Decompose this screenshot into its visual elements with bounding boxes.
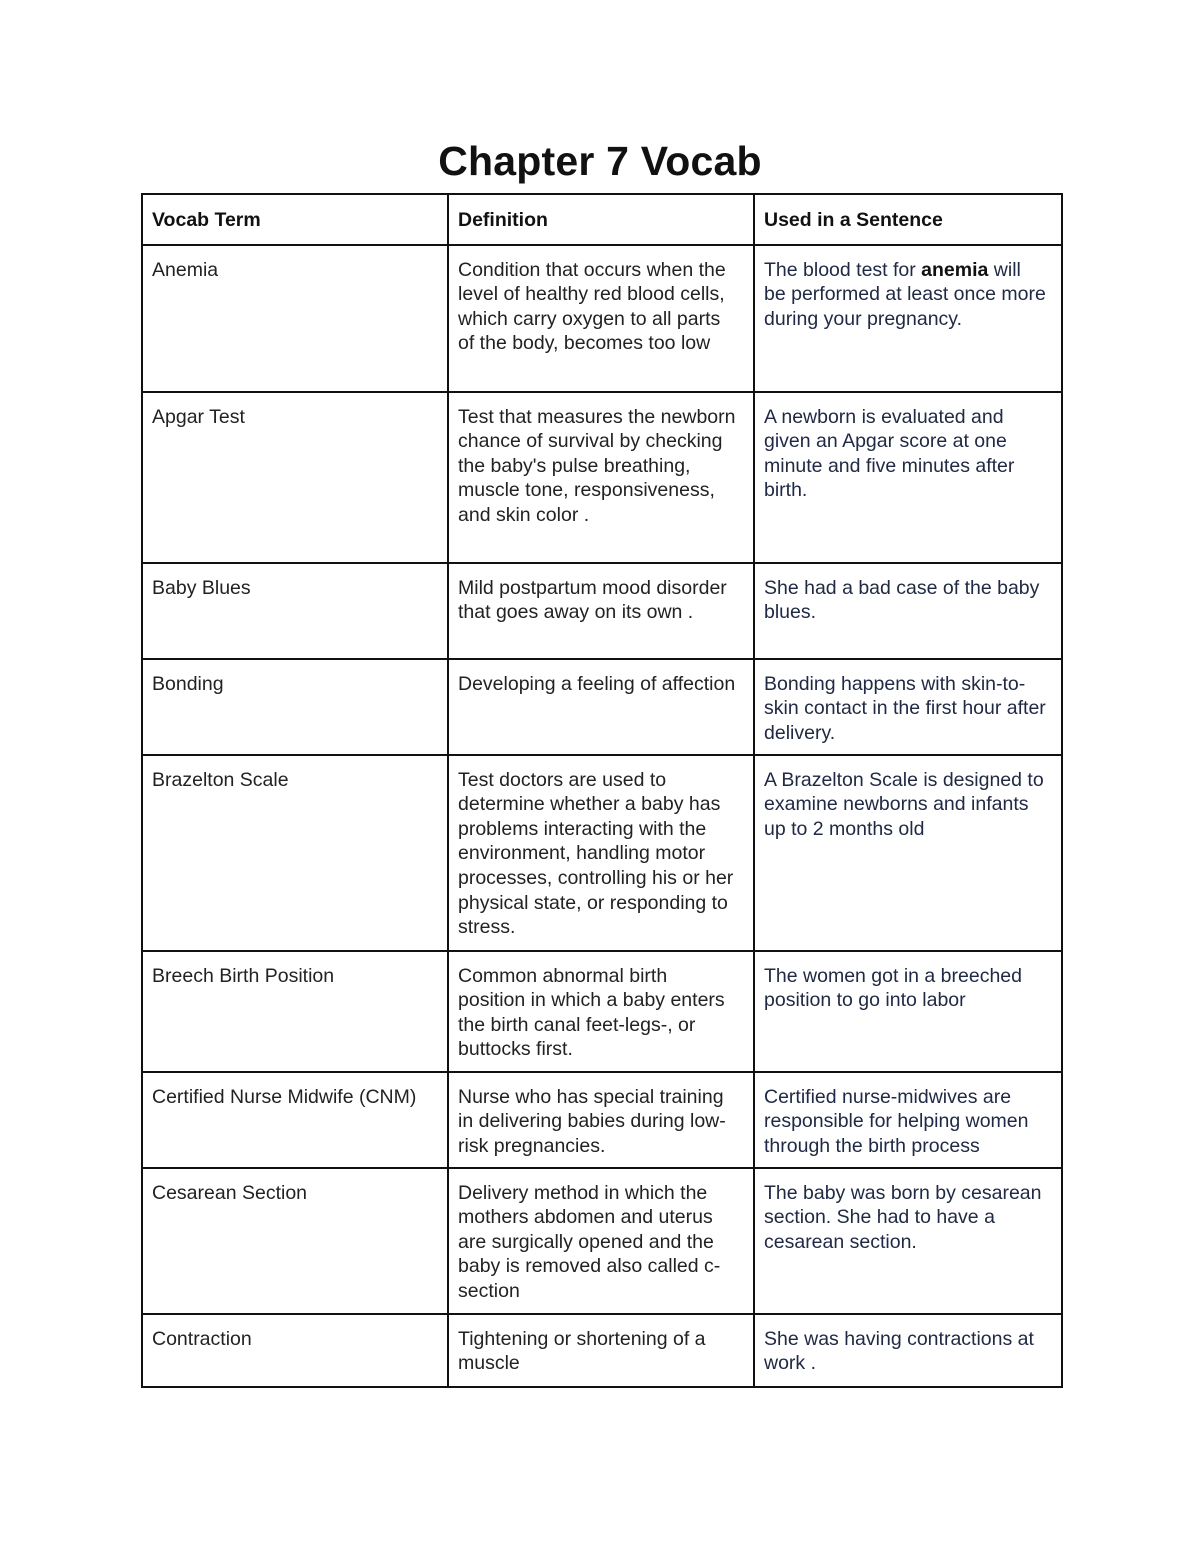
term-cell: Brazelton Scale bbox=[142, 755, 448, 951]
table-header-row bbox=[142, 194, 1062, 245]
table-row bbox=[142, 245, 1062, 392]
page-title: Chapter 7 Vocab bbox=[438, 138, 762, 184]
header-definition: Definition bbox=[448, 194, 754, 245]
table-row bbox=[142, 755, 1062, 951]
term-cell: Cesarean Section bbox=[142, 1168, 448, 1314]
sentence-cell: She was having contractions at work . bbox=[754, 1314, 1062, 1387]
table-row bbox=[142, 951, 1062, 1072]
header-vocab-term: Vocab Term bbox=[142, 194, 448, 245]
term-cell: Baby Blues bbox=[142, 563, 448, 659]
sentence-cell: The baby was born by cesarean section. She had to have a cesarean section. bbox=[754, 1168, 1062, 1314]
term-cell: Bonding bbox=[142, 659, 448, 755]
definition-cell: Common abnormal birth position in which a baby enters the birth canal feet-legs-, or buttocks first. bbox=[448, 951, 754, 1072]
header-used-in-sentence: Used in a Sentence bbox=[754, 194, 1062, 245]
definition-cell: Developing a feeling of affection bbox=[448, 659, 754, 755]
sentence-cell: Bonding happens with skin-to-skin contact in the first hour after delivery. bbox=[754, 659, 1062, 755]
table-row bbox=[142, 659, 1062, 755]
definition-cell: Condition that occurs when the level of healthy red blood cells, which carry oxygen to all parts of the body, becomes too low bbox=[448, 245, 754, 392]
sentence-cell: She had a bad case of the baby blues. bbox=[754, 563, 1062, 659]
sentence-cell: A newborn is evaluated and given an Apgar score at one minute and five minutes after birth. bbox=[754, 392, 1062, 563]
definition-cell: Delivery method in which the mothers abdomen and uterus are surgically opened and the baby is removed also called c-section bbox=[448, 1168, 754, 1314]
table-row bbox=[142, 1168, 1062, 1314]
definition-cell: Test doctors are used to determine whether a baby has problems interacting with the environment, handling motor processes, controlling his or her physical state, or responding to stress. bbox=[448, 755, 754, 951]
table-row bbox=[142, 1072, 1062, 1168]
definition-cell: Mild postpartum mood disorder that goes away on its own . bbox=[448, 563, 754, 659]
sentence-cell: A Brazelton Scale is designed to examine newborns and infants up to 2 months old bbox=[754, 755, 1062, 951]
sentence-cell bbox=[754, 245, 1062, 392]
term-cell: Contraction bbox=[142, 1314, 448, 1387]
table-row bbox=[142, 1314, 1062, 1387]
vocab-table bbox=[141, 193, 1063, 1388]
sentence-text: The blood test for bbox=[764, 258, 922, 281]
definition-cell: Nurse who has special training in delivering babies during low-risk pregnancies. bbox=[448, 1072, 754, 1168]
term-cell: Apgar Test bbox=[142, 392, 448, 563]
table-row bbox=[142, 563, 1062, 659]
sentence-bold-term: anemia bbox=[921, 258, 989, 281]
term-cell: Anemia bbox=[142, 245, 448, 392]
sentence-text: will be performed at least once more during your pregnancy. bbox=[764, 258, 1046, 330]
table-row bbox=[142, 392, 1062, 563]
definition-cell: Tightening or shortening of a muscle bbox=[448, 1314, 754, 1387]
sentence-cell: Certified nurse-midwives are responsible for helping women through the birth process bbox=[754, 1072, 1062, 1168]
definition-cell: Test that measures the newborn chance of survival by checking the baby's pulse breathing, muscle tone, responsiveness, and skin color . bbox=[448, 392, 754, 563]
term-cell: Certified Nurse Midwife (CNM) bbox=[142, 1072, 448, 1168]
sentence-cell: The women got in a breeched position to go into labor bbox=[754, 951, 1062, 1072]
term-cell: Breech Birth Position bbox=[142, 951, 448, 1072]
